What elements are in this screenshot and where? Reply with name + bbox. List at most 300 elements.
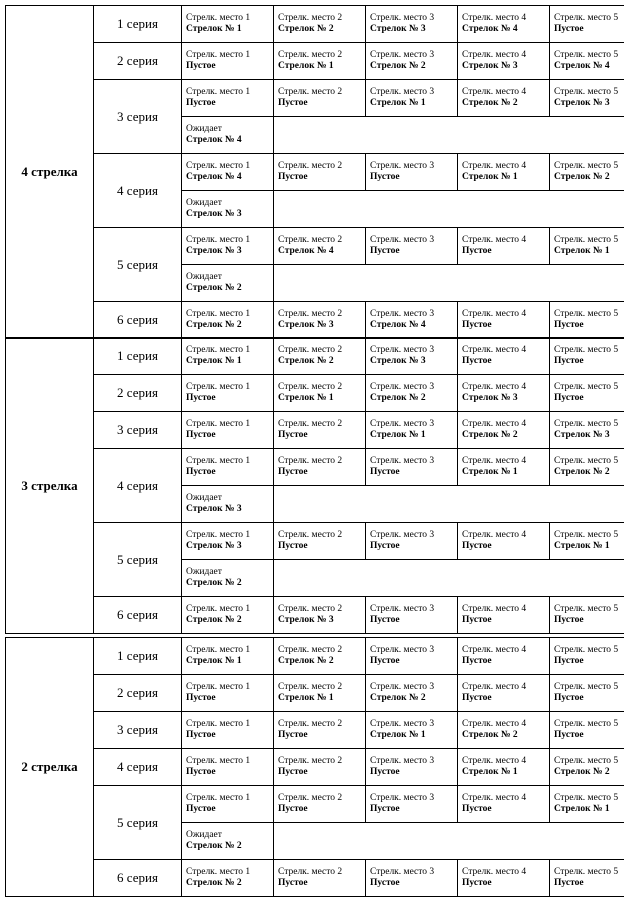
cell-label: Стрелк. место 5 (554, 793, 619, 803)
cell-label: Стрелк. место 1 (186, 87, 251, 97)
series-label: 5 серия (94, 228, 182, 302)
lane-cell (182, 675, 274, 712)
cell-value: Стрелок № 3 (462, 393, 518, 403)
cell-label: Стрелк. место 3 (370, 682, 435, 692)
lane-cell (458, 523, 550, 560)
cell-label: Стрелк. место 2 (278, 645, 343, 655)
lane-cell (182, 860, 274, 897)
cell-label: Стрелк. место 5 (554, 161, 619, 171)
series-row (6, 154, 624, 191)
lane-cell (182, 6, 274, 43)
lane-cell (182, 786, 274, 823)
lane-cell (458, 675, 550, 712)
cell-value: Пустое (554, 393, 584, 403)
cell-label: Стрелк. место 2 (278, 456, 343, 466)
series-row (6, 302, 624, 339)
cell-value: Стрелок № 3 (186, 504, 242, 514)
cell-label: Стрелк. место 3 (370, 719, 435, 729)
cell-label: Стрелк. место 1 (186, 719, 251, 729)
cell-label: Стрелк. место 1 (186, 13, 251, 23)
lane-cell (274, 786, 366, 823)
series-label: 4 серия (94, 749, 182, 786)
cell-value: Стрелок № 2 (278, 24, 334, 34)
cell-value: Стрелок № 3 (186, 541, 242, 551)
lane-cell (550, 302, 624, 339)
cell-label: Стрелк. место 2 (278, 530, 343, 540)
cell-label: Стрелк. место 1 (186, 645, 251, 655)
cell-label: Стрелк. место 5 (554, 867, 619, 877)
lane-cell (458, 43, 550, 80)
lane-cell (458, 712, 550, 749)
cell-value: Пустое (554, 615, 584, 625)
series-row (6, 860, 624, 897)
cell-value: Пустое (462, 615, 492, 625)
cell-value: Пустое (186, 61, 216, 71)
lane-cell (550, 338, 624, 375)
cell-label: Стрелк. место 1 (186, 867, 251, 877)
cell-label: Стрелк. место 2 (278, 719, 343, 729)
cell-label: Стрелк. место 2 (278, 309, 343, 319)
lane-cell (274, 749, 366, 786)
lane-cell (550, 749, 624, 786)
lane-cell (182, 449, 274, 486)
cell-value: Стрелок № 2 (278, 356, 334, 366)
cell-label: Стрелк. место 1 (186, 530, 251, 540)
lane-cell (182, 228, 274, 265)
lane-cell (366, 412, 458, 449)
cell-value: Стрелок № 2 (462, 730, 518, 740)
cell-value: Пустое (186, 730, 216, 740)
cell-label: Стрелк. место 4 (462, 530, 527, 540)
lane-cell (458, 412, 550, 449)
lane-cell (182, 154, 274, 191)
lane-cell (274, 154, 366, 191)
cell-label: Стрелк. место 5 (554, 756, 619, 766)
schedule-table (5, 637, 624, 897)
cell-label: Стрелк. место 3 (370, 793, 435, 803)
series-row (6, 338, 624, 375)
cell-label: Стрелк. место 1 (186, 382, 251, 392)
cell-value: Пустое (278, 804, 308, 814)
cell-value: Пустое (186, 430, 216, 440)
cell-value: Стрелок № 1 (554, 541, 610, 551)
cell-label: Стрелк. место 2 (278, 161, 343, 171)
series-label: 2 серия (94, 675, 182, 712)
group-block (5, 637, 618, 897)
cell-value: Стрелок № 1 (462, 767, 518, 777)
cell-value: Пустое (462, 804, 492, 814)
waiting-cell (182, 560, 274, 597)
series-row (6, 712, 624, 749)
cell-label: Стрелк. место 5 (554, 719, 619, 729)
lane-cell (458, 749, 550, 786)
cell-value: Стрелок № 2 (462, 430, 518, 440)
waiting-cell (182, 486, 274, 523)
cell-label: Стрелк. место 1 (186, 604, 251, 614)
cell-value: Стрелок № 4 (278, 246, 334, 256)
cell-value: Стрелок № 2 (462, 98, 518, 108)
cell-value: Стрелок № 1 (462, 467, 518, 477)
cell-label: Стрелк. место 4 (462, 13, 527, 23)
cell-label: Ожидает (186, 272, 222, 282)
lane-cell (274, 860, 366, 897)
lane-cell (550, 228, 624, 265)
lane-cell (366, 154, 458, 191)
cell-label: Стрелк. место 3 (370, 235, 435, 245)
cell-value: Пустое (462, 541, 492, 551)
cell-label: Стрелк. место 5 (554, 604, 619, 614)
cell-label: Стрелк. место 1 (186, 235, 251, 245)
cell-label: Стрелк. место 2 (278, 419, 343, 429)
waiting-cell (182, 117, 274, 154)
lane-cell (550, 675, 624, 712)
cell-value: Стрелок № 2 (186, 578, 242, 588)
cell-label: Стрелк. место 2 (278, 604, 343, 614)
cell-value: Пустое (186, 393, 216, 403)
cell-label: Стрелк. место 3 (370, 604, 435, 614)
cell-label: Стрелк. место 4 (462, 50, 527, 60)
cell-label: Стрелк. место 4 (462, 309, 527, 319)
series-label: 1 серия (94, 638, 182, 675)
cell-value: Пустое (554, 356, 584, 366)
cell-value: Пустое (278, 430, 308, 440)
cell-value: Пустое (278, 730, 308, 740)
series-label: 4 серия (94, 449, 182, 523)
cell-label: Стрелк. место 4 (462, 867, 527, 877)
cell-value: Стрелок № 2 (370, 61, 426, 71)
cell-value: Стрелок № 2 (186, 320, 242, 330)
lane-cell (458, 597, 550, 634)
waiting-cell (182, 265, 274, 302)
cell-label: Стрелк. место 3 (370, 867, 435, 877)
cell-value: Пустое (462, 878, 492, 888)
cell-value: Стрелок № 3 (554, 98, 610, 108)
cell-value: Стрелок № 2 (186, 283, 242, 293)
cell-value: Стрелок № 1 (370, 98, 426, 108)
series-label: 1 серия (94, 6, 182, 43)
lane-cell (182, 523, 274, 560)
cell-label: Стрелк. место 1 (186, 756, 251, 766)
lane-cell (550, 786, 624, 823)
cell-label: Стрелк. место 2 (278, 382, 343, 392)
cell-value: Пустое (370, 172, 400, 182)
series-row (6, 786, 624, 823)
cell-value: Пустое (186, 767, 216, 777)
cell-label: Стрелк. место 3 (370, 530, 435, 540)
series-label: 6 серия (94, 597, 182, 634)
empty-space (274, 560, 624, 597)
series-label: 3 серия (94, 412, 182, 449)
lane-cell (366, 712, 458, 749)
series-label: 1 серия (94, 338, 182, 375)
cell-label: Стрелк. место 3 (370, 645, 435, 655)
cell-value: Пустое (278, 467, 308, 477)
cell-value: Пустое (370, 878, 400, 888)
cell-value: Пустое (278, 878, 308, 888)
cell-label: Стрелк. место 3 (370, 161, 435, 171)
lane-cell (366, 860, 458, 897)
lane-cell (550, 43, 624, 80)
cell-label: Стрелк. место 2 (278, 867, 343, 877)
cell-label: Стрелк. место 4 (462, 682, 527, 692)
cell-value: Стрелок № 3 (186, 209, 242, 219)
cell-value: Пустое (462, 693, 492, 703)
cell-value: Стрелок № 4 (186, 172, 242, 182)
cell-label: Стрелк. место 1 (186, 419, 251, 429)
cell-label: Стрелк. место 2 (278, 793, 343, 803)
lane-cell (274, 597, 366, 634)
lane-cell (550, 712, 624, 749)
cell-label: Стрелк. место 3 (370, 382, 435, 392)
cell-value: Пустое (462, 246, 492, 256)
cell-label: Стрелк. место 3 (370, 419, 435, 429)
lane-cell (274, 338, 366, 375)
lane-cell (458, 302, 550, 339)
cell-value: Пустое (370, 246, 400, 256)
cell-value: Пустое (370, 467, 400, 477)
cell-label: Стрелк. место 3 (370, 309, 435, 319)
series-row (6, 6, 624, 43)
cell-value: Пустое (278, 541, 308, 551)
lane-cell (274, 80, 366, 117)
cell-label: Стрелк. место 4 (462, 645, 527, 655)
cell-label: Стрелк. место 4 (462, 604, 527, 614)
lane-cell (366, 375, 458, 412)
cell-value: Стрелок № 2 (370, 693, 426, 703)
lane-cell (182, 749, 274, 786)
lane-cell (366, 302, 458, 339)
series-label: 2 серия (94, 43, 182, 80)
cell-value: Стрелок № 1 (186, 656, 242, 666)
cell-label: Стрелк. место 1 (186, 345, 251, 355)
cell-value: Стрелок № 1 (278, 61, 334, 71)
waiting-cell (182, 823, 274, 860)
lane-cell (550, 597, 624, 634)
cell-label: Стрелк. место 5 (554, 419, 619, 429)
cell-label: Стрелк. место 5 (554, 345, 619, 355)
lane-cell (550, 412, 624, 449)
lane-cell (458, 375, 550, 412)
series-row (6, 597, 624, 634)
cell-label: Стрелк. место 3 (370, 50, 435, 60)
cell-value: Стрелок № 1 (370, 730, 426, 740)
lane-cell (366, 749, 458, 786)
series-label: 5 серия (94, 523, 182, 597)
series-row (6, 675, 624, 712)
lane-cell (366, 228, 458, 265)
lane-cell (182, 302, 274, 339)
lane-cell (366, 523, 458, 560)
lane-cell (274, 228, 366, 265)
cell-label: Стрелк. место 5 (554, 87, 619, 97)
cell-label: Стрелк. место 2 (278, 756, 343, 766)
cell-label: Стрелк. место 3 (370, 13, 435, 23)
waiting-cell (182, 191, 274, 228)
cell-label: Стрелк. место 3 (370, 345, 435, 355)
lane-cell (274, 6, 366, 43)
group-label: 4 стрелка (6, 6, 94, 339)
cell-label: Стрелк. место 2 (278, 87, 343, 97)
cell-value: Пустое (278, 172, 308, 182)
cell-label: Стрелк. место 2 (278, 13, 343, 23)
lane-cell (550, 523, 624, 560)
cell-value: Стрелок № 2 (186, 615, 242, 625)
cell-value: Стрелок № 3 (186, 246, 242, 256)
cell-label: Стрелк. место 4 (462, 345, 527, 355)
schedule-table (5, 5, 624, 339)
cell-value: Стрелок № 4 (186, 135, 242, 145)
lane-cell (366, 43, 458, 80)
lane-cell (182, 375, 274, 412)
cell-label: Стрелк. место 1 (186, 456, 251, 466)
cell-label: Стрелк. место 1 (186, 161, 251, 171)
cell-value: Пустое (554, 878, 584, 888)
cell-value: Пустое (186, 467, 216, 477)
cell-value: Стрелок № 4 (554, 61, 610, 71)
series-row (6, 523, 624, 560)
cell-label: Стрелк. место 3 (370, 456, 435, 466)
lane-cell (458, 338, 550, 375)
cell-label: Стрелк. место 4 (462, 419, 527, 429)
empty-space (274, 486, 624, 523)
cell-value: Пустое (370, 541, 400, 551)
lane-cell (366, 449, 458, 486)
lane-cell (550, 860, 624, 897)
lane-cell (458, 228, 550, 265)
cell-label: Стрелк. место 5 (554, 382, 619, 392)
cell-label: Стрелк. место 5 (554, 309, 619, 319)
cell-value: Пустое (186, 693, 216, 703)
cell-value: Пустое (278, 767, 308, 777)
series-label: 5 серия (94, 786, 182, 860)
group-label: 3 стрелка (6, 338, 94, 634)
series-label: 3 серия (94, 80, 182, 154)
lane-cell (458, 154, 550, 191)
cell-value: Стрелок № 1 (554, 246, 610, 256)
series-row (6, 412, 624, 449)
cell-label: Стрелк. место 1 (186, 50, 251, 60)
cell-value: Стрелок № 4 (462, 24, 518, 34)
series-label: 4 серия (94, 154, 182, 228)
cell-label: Стрелк. место 4 (462, 161, 527, 171)
lane-cell (550, 154, 624, 191)
cell-value: Стрелок № 1 (186, 356, 242, 366)
cell-value: Пустое (370, 804, 400, 814)
cell-label: Стрелк. место 1 (186, 793, 251, 803)
lane-cell (458, 860, 550, 897)
lane-cell (274, 523, 366, 560)
cell-value: Стрелок № 3 (278, 320, 334, 330)
cell-value: Стрелок № 2 (186, 878, 242, 888)
cell-label: Стрелк. место 4 (462, 235, 527, 245)
cell-value: Стрелок № 4 (370, 320, 426, 330)
lane-cell (366, 786, 458, 823)
lane-cell (366, 6, 458, 43)
group-label: 2 стрелка (6, 638, 94, 897)
cell-value: Пустое (554, 24, 584, 34)
lane-cell (550, 638, 624, 675)
cell-label: Стрелк. место 5 (554, 235, 619, 245)
cell-label: Стрелк. место 2 (278, 682, 343, 692)
series-label: 6 серия (94, 302, 182, 339)
lane-cell (366, 80, 458, 117)
cell-label: Стрелк. место 5 (554, 50, 619, 60)
lane-cell (274, 375, 366, 412)
cell-value: Стрелок № 3 (370, 24, 426, 34)
lane-cell (550, 375, 624, 412)
cell-label: Стрелк. место 5 (554, 13, 619, 23)
series-label: 2 серия (94, 375, 182, 412)
lane-cell (550, 449, 624, 486)
lane-cell (274, 302, 366, 339)
lane-cell (182, 638, 274, 675)
cell-value: Пустое (462, 356, 492, 366)
cell-label: Стрелк. место 2 (278, 50, 343, 60)
lane-cell (182, 597, 274, 634)
cell-value: Пустое (370, 656, 400, 666)
cell-label: Стрелк. место 3 (370, 756, 435, 766)
cell-value: Пустое (554, 320, 584, 330)
cell-value: Пустое (186, 98, 216, 108)
cell-label: Стрелк. место 4 (462, 87, 527, 97)
group-block (5, 5, 618, 337)
cell-label: Стрелк. место 2 (278, 235, 343, 245)
schedule-table (5, 337, 624, 634)
series-row (6, 228, 624, 265)
lane-cell (366, 675, 458, 712)
cell-label: Стрелк. место 1 (186, 309, 251, 319)
cell-value: Стрелок № 3 (370, 356, 426, 366)
cell-value: Стрелок № 3 (462, 61, 518, 71)
cell-value: Стрелок № 1 (462, 172, 518, 182)
lane-cell (550, 6, 624, 43)
cell-value: Стрелок № 1 (370, 430, 426, 440)
cell-value: Стрелок № 1 (554, 804, 610, 814)
series-row (6, 375, 624, 412)
lane-cell (182, 412, 274, 449)
cell-value: Пустое (554, 693, 584, 703)
series-row (6, 638, 624, 675)
cell-value: Стрелок № 2 (186, 841, 242, 851)
series-label: 3 серия (94, 712, 182, 749)
cell-label: Стрелк. место 5 (554, 645, 619, 655)
cell-value: Пустое (554, 730, 584, 740)
empty-space (274, 117, 624, 154)
cell-value: Пустое (462, 656, 492, 666)
cell-value: Стрелок № 1 (278, 393, 334, 403)
cell-label: Стрелк. место 4 (462, 456, 527, 466)
cell-label: Стрелк. место 4 (462, 382, 527, 392)
cell-value: Пустое (278, 98, 308, 108)
cell-label: Стрелк. место 4 (462, 719, 527, 729)
series-row (6, 449, 624, 486)
cell-label: Стрелк. место 4 (462, 756, 527, 766)
empty-space (274, 823, 624, 860)
series-row (6, 749, 624, 786)
cell-value: Стрелок № 2 (370, 393, 426, 403)
cell-value: Стрелок № 1 (186, 24, 242, 34)
cell-value: Стрелок № 2 (278, 656, 334, 666)
cell-value: Пустое (370, 767, 400, 777)
group-block (5, 337, 618, 632)
lane-cell (274, 638, 366, 675)
cell-value: Стрелок № 3 (278, 615, 334, 625)
empty-space (274, 265, 624, 302)
lane-cell (182, 43, 274, 80)
lane-cell (182, 338, 274, 375)
lane-cell (458, 786, 550, 823)
cell-label: Стрелк. место 5 (554, 456, 619, 466)
